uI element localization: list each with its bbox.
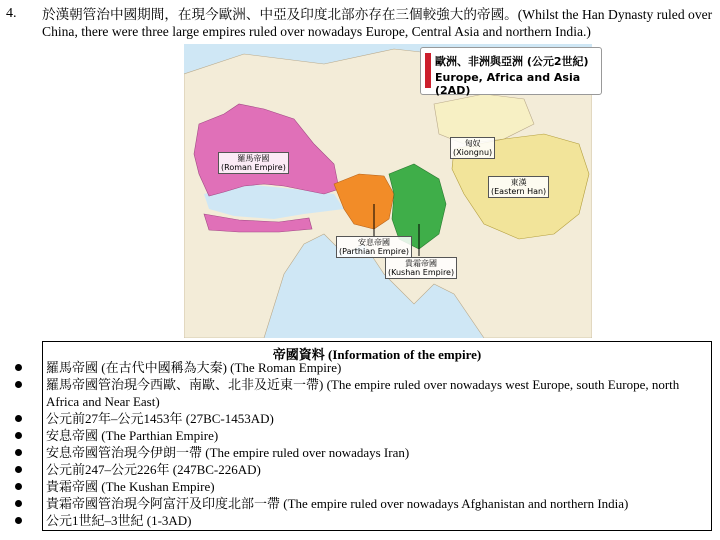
info-title: 帝國資料 (Information of the empire) [272,347,482,362]
xiongnu-label-en: (Xiongnu) [453,148,493,157]
bullet-icon [15,517,22,524]
kushan-label-zh: 貴霜帝國 [405,259,438,268]
xiongnu-label [450,137,495,159]
bullet-icon [15,483,22,490]
kushan-empire-label [385,257,457,279]
parthian-label-zh: 安息帝國 [358,238,391,247]
parthian-label-en: (Parthian Empire) [339,247,410,256]
roman-empire-label [218,152,289,174]
han-label-en: (Eastern Han) [491,187,547,196]
bullet-icon [15,415,22,422]
list-item-text: 公元前247–公元226年 (247BC-226AD) [46,462,261,477]
question-number: 4. [6,6,17,21]
xiongnu-label-zh: 匈奴 [464,139,481,148]
bullet-icon [15,364,22,371]
legend-accent [425,53,431,88]
list-item-text: 貴霜帝國管治現今阿富汗及印度北部一帶 (The empire ruled over nowadays Afghanistan and northern India) [46,496,629,511]
eastern-han-label [488,176,549,198]
legend-title-zh: 歐洲、非洲與亞洲 (公元2世紀) [435,55,589,68]
question-text: 於漢朝管治中國期間，在現今歐洲、中亞及印度北部亦存在三個較強大的帝國。(Whilst the Han Dynasty ruled over China, there were three large empires ruled over nowadays Europe, Central Asia and northern India.) [42,7,713,39]
list-item-text: 羅馬帝國管治現今西歐、南歐、北非及近東一帶) (The empire ruled over nowadays west Europe, south Europe, north Africa and Near East) [46,377,680,409]
list-item-text: 公元前27年–公元1453年 (27BC-1453AD) [46,411,274,426]
han-label-zh: 東漢 [510,178,527,187]
kushan-label-en: (Kushan Empire) [388,268,455,277]
parthian-empire-label [336,236,412,258]
list-item-text: 安息帝國管治現今伊朗一帶 (The empire ruled over nowadays Iran) [46,445,410,460]
roman-label-zh: 羅馬帝國 [237,154,270,163]
bullet-icon [15,466,22,473]
legend-title-en: Europe, Africa and Asia (2AD) [435,71,581,97]
roman-label-en: (Roman Empire) [221,163,286,172]
map-legend [420,47,602,95]
bullet-icon [15,432,22,439]
list-item-text: 貴霜帝國 (The Kushan Empire) [46,479,215,494]
list-item-text: 安息帝國 (The Parthian Empire) [46,428,219,443]
bullet-icon [15,500,22,507]
list-item-text: 公元1世紀–3世紀 (1-3AD) [46,513,192,528]
bullet-icon [15,381,22,388]
list-item-text: 羅馬帝國 (在古代中國稱為大秦) (The Roman Empire) [46,360,342,375]
bullet-icon [15,449,22,456]
